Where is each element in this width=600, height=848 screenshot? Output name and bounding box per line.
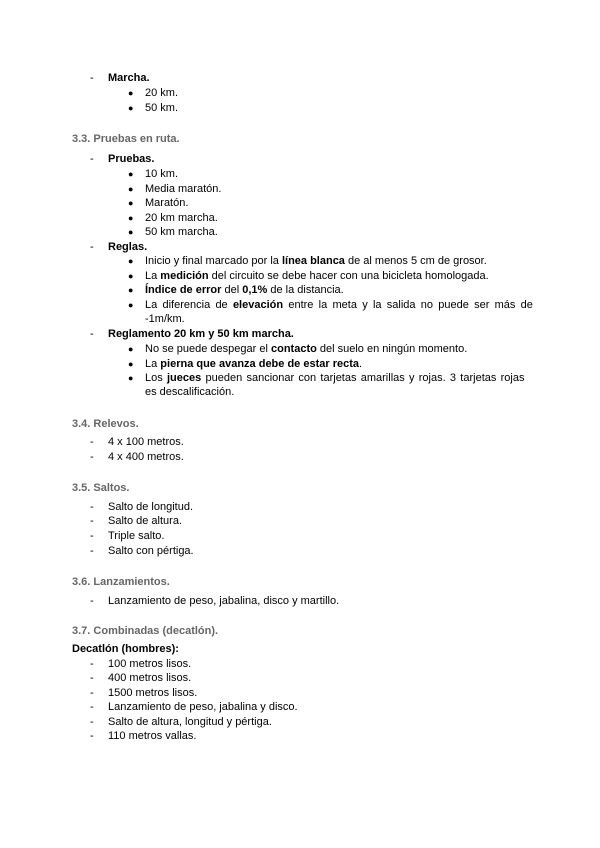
section-heading: 3.4. Relevos. <box>72 418 139 430</box>
list-item: 20 km marcha. <box>145 212 218 224</box>
dash-bullet: - <box>90 515 94 527</box>
section-heading: 3.5. Saltos. <box>72 482 130 494</box>
dash-bullet: - <box>90 658 94 670</box>
list-item: Los jueces pueden sancionar con tarjetas amarillas y rojas. 3 tarjetas rojas <box>145 372 525 384</box>
dash-bullet: - <box>90 72 94 84</box>
dash-bullet: - <box>90 501 94 513</box>
dash-bullet: - <box>90 672 94 684</box>
dash-bullet: - <box>90 530 94 542</box>
dash-bullet: - <box>90 545 94 557</box>
list-item: 110 metros vallas. <box>108 730 197 742</box>
dot-bullet: ● <box>128 359 134 369</box>
list-item: Inicio y final marcado por la línea blanca de al menos 5 cm de grosor. <box>145 255 487 267</box>
dash-bullet: - <box>90 716 94 728</box>
list-item: Salto de altura. <box>108 515 182 527</box>
list-item: Salto de longitud. <box>108 501 194 513</box>
dot-bullet: ● <box>128 271 134 281</box>
dot-bullet: ● <box>128 103 134 113</box>
list-item: 100 metros lisos. <box>108 658 192 670</box>
dash-bullet: - <box>90 687 94 699</box>
list-item: 50 km marcha. <box>145 226 218 238</box>
list-item: 4 x 100 metros. <box>108 436 184 448</box>
list-item: Triple salto. <box>108 530 165 542</box>
list-item: 10 km. <box>145 168 179 180</box>
list-item: 20 km. <box>145 87 179 99</box>
dot-bullet: ● <box>128 285 134 295</box>
dot-bullet: ● <box>128 198 134 208</box>
dash-bullet: - <box>90 153 94 165</box>
dash-bullet: - <box>90 436 94 448</box>
reglas-label: Reglas. <box>108 241 148 253</box>
dash-bullet: - <box>90 241 94 253</box>
dot-bullet: ● <box>128 169 134 179</box>
list-item: La pierna que avanza debe de estar recta. <box>145 358 363 370</box>
list-item: Lanzamiento de peso, jabalina, disco y martillo. <box>108 595 340 607</box>
dot-bullet: ● <box>128 88 134 98</box>
dash-bullet: - <box>90 451 94 463</box>
dash-bullet: - <box>90 730 94 742</box>
list-item-continuation: es descalificación. <box>145 386 235 398</box>
marcha-label: Marcha. <box>108 72 150 84</box>
list-item: 400 metros lisos. <box>108 672 192 684</box>
list-item: La medición del circuito se debe hacer con una bicicleta homologada. <box>145 270 489 282</box>
list-item: No se puede despegar el contacto del suelo en ningún momento. <box>145 343 468 355</box>
list-item: Salto de altura, longitud y pértiga. <box>108 716 272 728</box>
list-item: Media maratón. <box>145 183 222 195</box>
list-item: La diferencia de elevación entre la meta y la salida no puede ser más de <box>145 299 533 311</box>
pruebas-label: Pruebas. <box>108 153 155 165</box>
list-item: 4 x 400 metros. <box>108 451 184 463</box>
list-item: Maratón. <box>145 197 189 209</box>
dot-bullet: ● <box>128 184 134 194</box>
section-heading: 3.6. Lanzamientos. <box>72 576 170 588</box>
reglamento-label: Reglamento 20 km y 50 km marcha. <box>108 328 294 340</box>
decatlon-label: Decatlón (hombres): <box>72 643 179 655</box>
list-item: 1500 metros lisos. <box>108 687 198 699</box>
dash-bullet: - <box>90 328 94 340</box>
dot-bullet: ● <box>128 344 134 354</box>
list-item: Índice de error del 0,1% de la distancia. <box>145 284 344 296</box>
dot-bullet: ● <box>128 300 134 310</box>
dash-bullet: - <box>90 701 94 713</box>
dot-bullet: ● <box>128 213 134 223</box>
list-item-continuation: -1m/km. <box>145 313 185 325</box>
list-item: Lanzamiento de peso, jabalina y disco. <box>108 701 298 713</box>
dot-bullet: ● <box>128 227 134 237</box>
list-item: Salto con pértiga. <box>108 545 194 557</box>
section-heading: 3.7. Combinadas (decatlón). <box>72 625 219 637</box>
dot-bullet: ● <box>128 373 134 383</box>
section-heading: 3.3. Pruebas en ruta. <box>72 133 180 145</box>
list-item: 50 km. <box>145 102 179 114</box>
dash-bullet: - <box>90 595 94 607</box>
dot-bullet: ● <box>128 256 134 266</box>
